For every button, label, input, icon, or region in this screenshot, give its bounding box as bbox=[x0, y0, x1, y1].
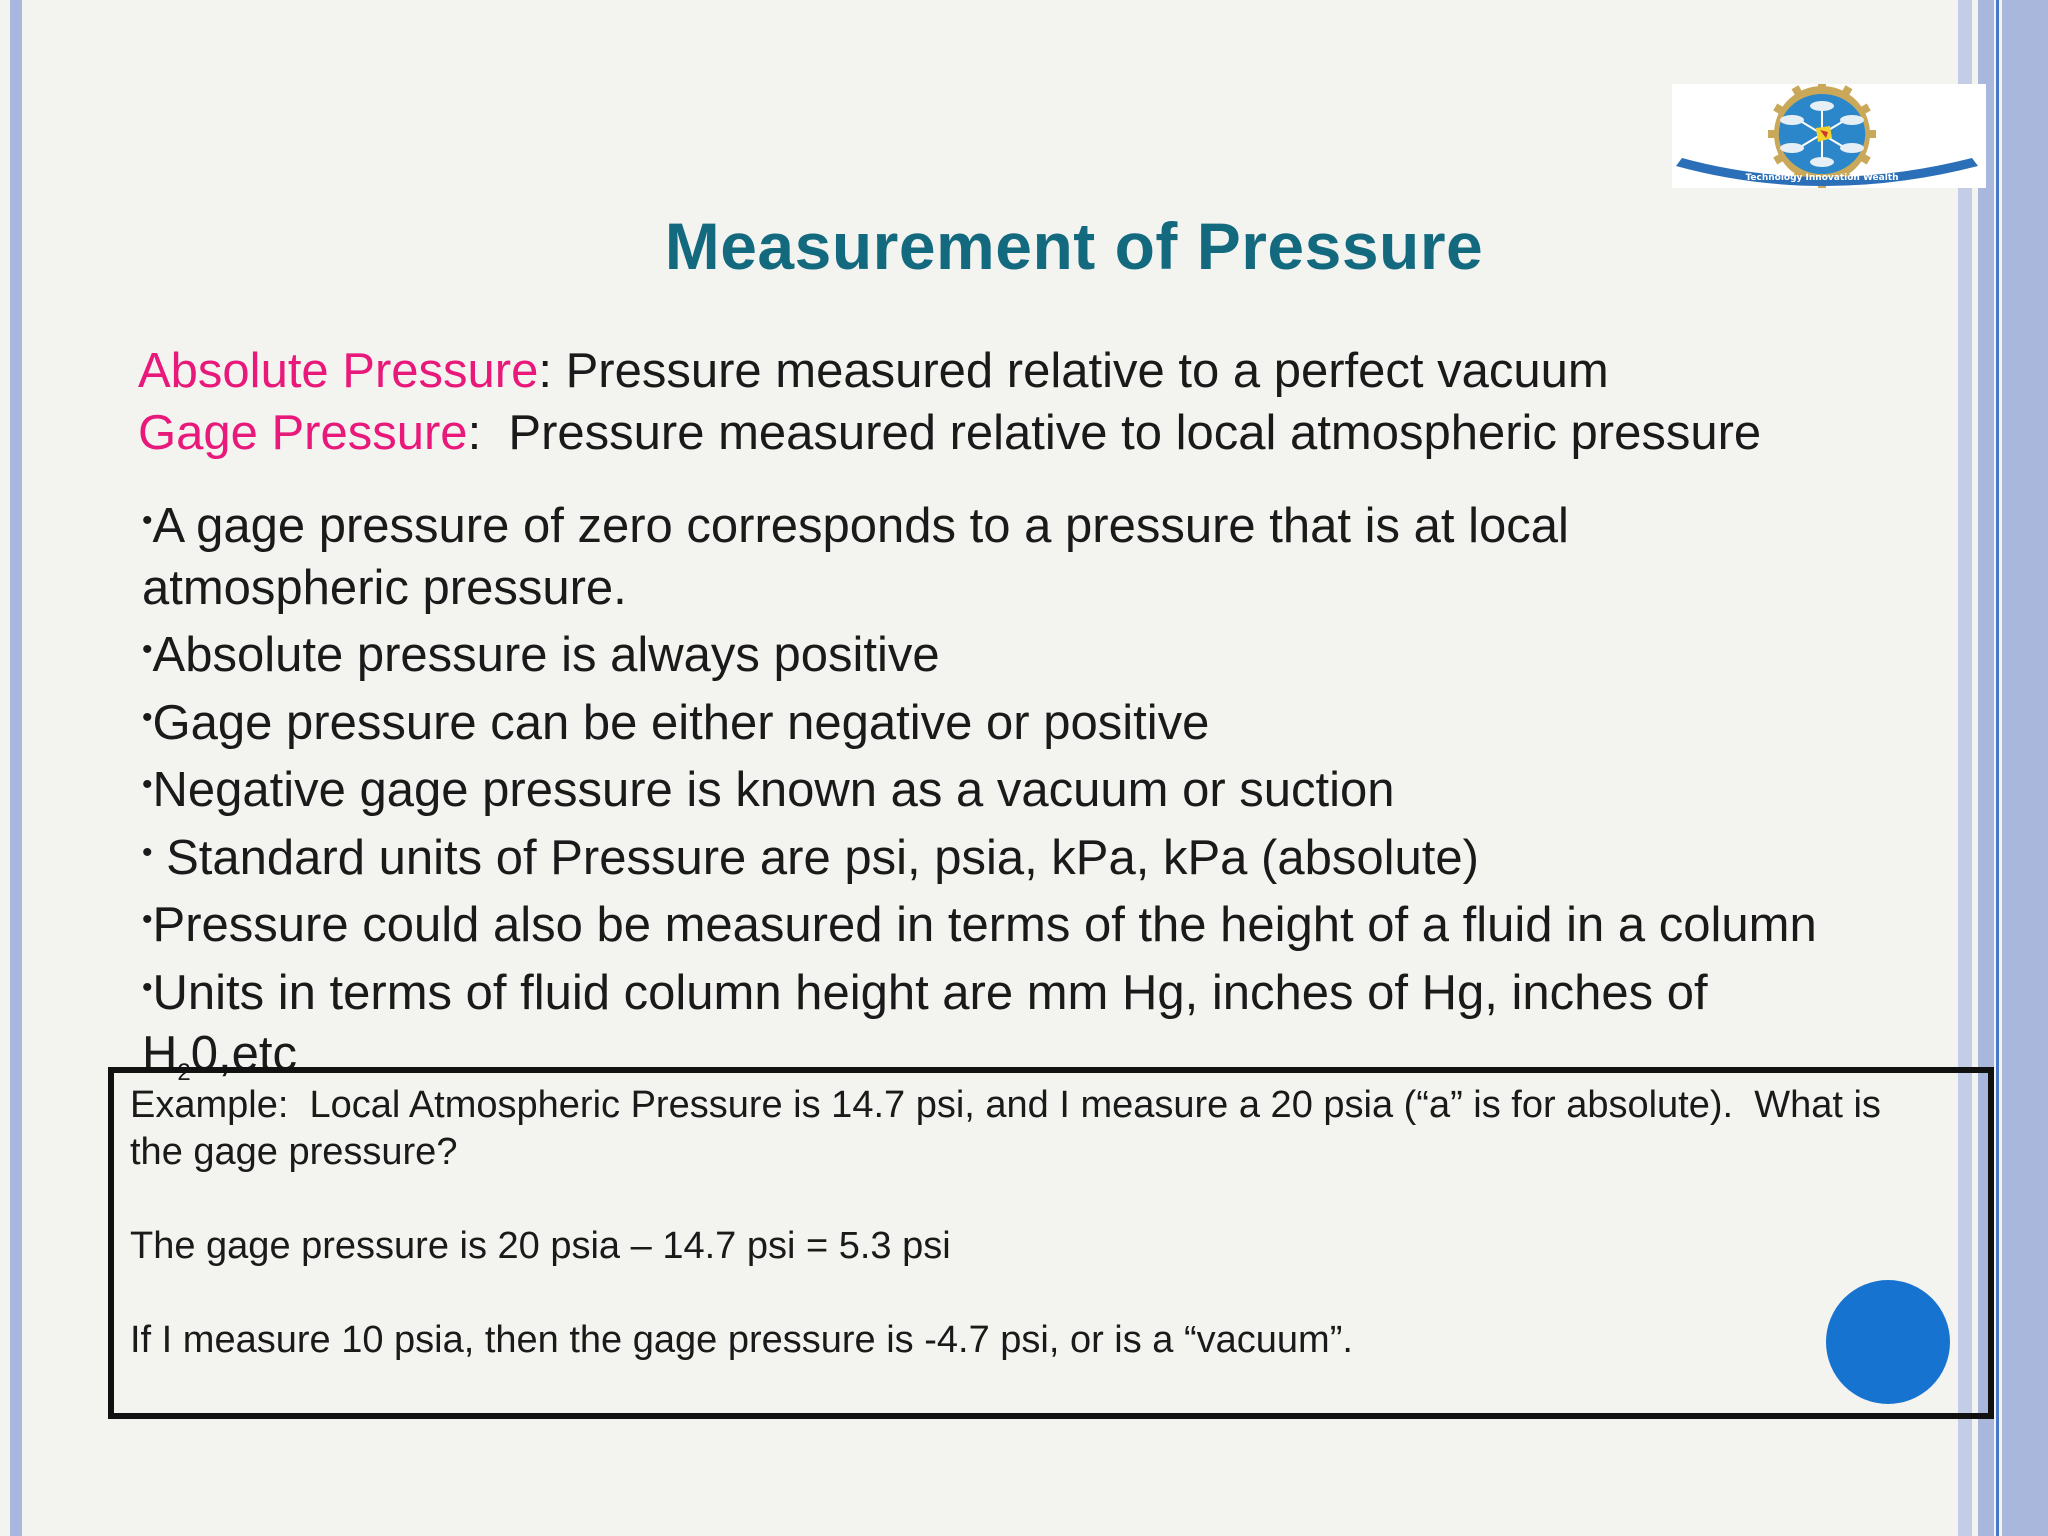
example-question-cont: the gage pressure? bbox=[130, 1131, 458, 1173]
bullet-marker: • bbox=[142, 970, 153, 1004]
term-separator: : bbox=[538, 344, 566, 398]
list-item bbox=[142, 822, 1942, 890]
definition-gage bbox=[138, 402, 1761, 464]
list-item bbox=[142, 490, 1942, 619]
bullet-marker: • bbox=[142, 700, 153, 734]
example-followup: If I measure 10 psia, then the gage pressure is -4.7 psi, or is a “vacuum”. bbox=[130, 1319, 1353, 1361]
bullet-text: atmospheric pressure. bbox=[142, 560, 627, 615]
list-item bbox=[142, 754, 1942, 822]
bullet-list bbox=[142, 490, 1942, 1104]
term-separator: : bbox=[467, 406, 509, 460]
bullet-marker: • bbox=[142, 504, 153, 537]
bullet-text: A gage pressure of zero corresponds to a pressure that is at local bbox=[152, 499, 1569, 553]
definitions bbox=[138, 340, 1761, 464]
subscript: 2 bbox=[177, 1059, 191, 1086]
list-item bbox=[142, 619, 1942, 687]
bullet-marker: • bbox=[142, 768, 153, 801]
bullet-text: H bbox=[142, 1027, 178, 1081]
example-text bbox=[130, 1082, 1990, 1364]
list-item bbox=[142, 889, 1942, 957]
bullet-text: Pressure could also be measured in terms of the height of a fluid in a column bbox=[152, 898, 1817, 952]
bullet-marker: • bbox=[142, 835, 153, 869]
bullet-text: Negative gage pressure is known as a vacuum or suction bbox=[152, 763, 1395, 817]
institution-logo bbox=[1672, 84, 1986, 188]
list-item bbox=[142, 687, 1942, 755]
example-question: Example: Local Atmospheric Pressure is 14.7 psi, and I measure a 20 psia (“a” is for absolute). What is bbox=[130, 1084, 1881, 1126]
bullet-marker: • bbox=[142, 633, 153, 666]
example-answer: The gage pressure is 20 psia – 14.7 psi = 5.3 psi bbox=[130, 1225, 951, 1267]
definition-text: Pressure measured relative to a perfect vacuum bbox=[565, 344, 1609, 398]
bullet-text: Gage pressure can be either negative or positive bbox=[152, 695, 1210, 750]
spacer bbox=[130, 1176, 1990, 1223]
definition-text: Pressure measured relative to local atmospheric pressure bbox=[508, 406, 1762, 460]
term-absolute-pressure: Absolute Pressure bbox=[138, 344, 539, 398]
term-gage-pressure: Gage Pressure bbox=[138, 406, 468, 460]
spacer bbox=[130, 1270, 1990, 1317]
bullet-text: 0,etc bbox=[190, 1027, 297, 1081]
logo-ribbon-text: Technology Innovation Wealth bbox=[1745, 173, 1899, 183]
bullet-text: Absolute pressure is always positive bbox=[152, 628, 940, 682]
blue-circle-shape bbox=[1826, 1280, 1950, 1404]
bullet-text: Units in terms of fluid column height are mm Hg, inches of Hg, inches of bbox=[152, 965, 1708, 1020]
bullet-text: Standard units of Pressure are psi, psia, kPa, kPa (absolute) bbox=[152, 830, 1479, 885]
slide-title: Measurement of Pressure bbox=[664, 209, 1484, 283]
definition-absolute bbox=[138, 340, 1761, 402]
gear-emblem-icon bbox=[1672, 84, 1986, 188]
bullet-marker: • bbox=[142, 903, 153, 936]
